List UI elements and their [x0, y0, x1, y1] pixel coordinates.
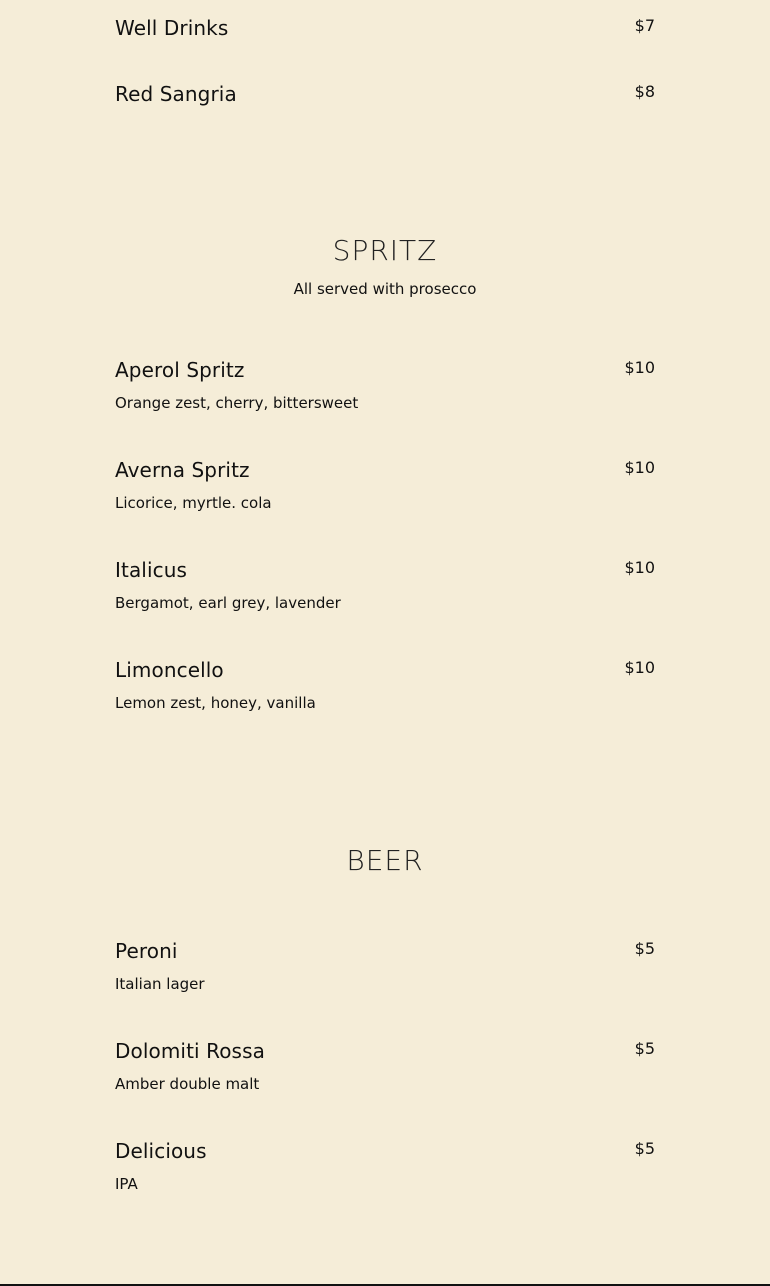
- item-name: Delicious: [115, 1139, 207, 1163]
- section-title-spritz: SPRITZ: [332, 234, 438, 267]
- item-description: Amber double malt: [115, 1075, 260, 1093]
- item-price: $10: [624, 658, 655, 677]
- item-description: Bergamot, earl grey, lavender: [115, 594, 341, 612]
- item-price: $10: [624, 458, 655, 477]
- item-price: $10: [624, 358, 655, 377]
- item-price: $5: [634, 1139, 655, 1158]
- item-description: IPA: [115, 1175, 138, 1193]
- item-description: Lemon zest, honey, vanilla: [115, 694, 316, 712]
- section-subtitle-spritz: All served with prosecco: [293, 280, 477, 298]
- item-name: Red Sangria: [115, 82, 237, 106]
- item-name: Dolomiti Rossa: [115, 1039, 265, 1063]
- item-description: Orange zest, cherry, bittersweet: [115, 394, 359, 412]
- item-price: $8: [634, 82, 655, 101]
- item-description: Licorice, myrtle. cola: [115, 494, 272, 512]
- item-name: Italicus: [115, 558, 188, 582]
- section-title-beer: BEER: [346, 844, 424, 877]
- item-price: $5: [634, 939, 655, 958]
- item-name: Peroni: [115, 939, 178, 963]
- item-price: $5: [634, 1039, 655, 1058]
- item-description: Italian lager: [115, 975, 205, 993]
- item-name: Limoncello: [115, 658, 224, 682]
- item-price: $10: [624, 558, 655, 577]
- item-price: $7: [634, 16, 655, 35]
- item-name: Aperol Spritz: [115, 358, 245, 382]
- item-name: Averna Spritz: [115, 458, 250, 482]
- item-name: Well Drinks: [115, 16, 229, 40]
